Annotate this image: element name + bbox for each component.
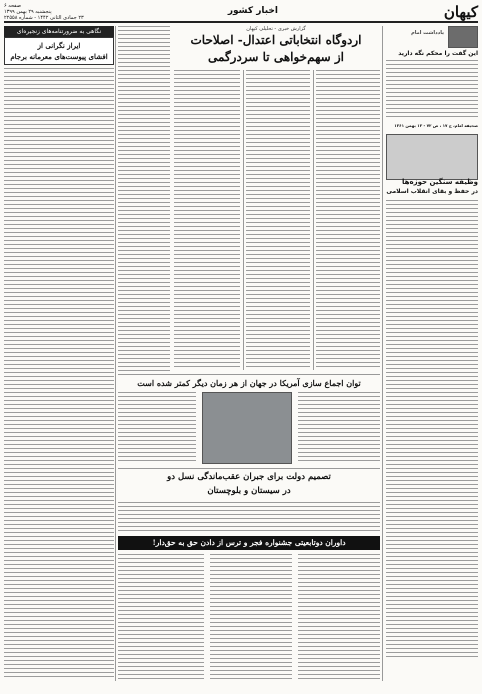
main-text-col2 — [246, 70, 310, 370]
left-column-text — [4, 68, 114, 678]
section-rule — [118, 468, 380, 469]
main-text-col1 — [316, 70, 380, 370]
bottom-text-col1 — [298, 554, 380, 680]
imam-note-source: صحیفه امام، ج ۱۷ ، ص ۷۲ - ۱۳ بهمن ۱۳۶۱ — [394, 123, 478, 128]
page-number: صفحه ۶ — [4, 3, 21, 9]
bottom-headline: داوران دوتابعیتی جشنواره فجر و ترس از دادن حق به حق‌دار! — [118, 536, 380, 550]
imam-note-label: یادداشت امام — [411, 30, 444, 36]
story2-title-2: در حفظ و بقای انقلاب اسلامی — [386, 188, 478, 195]
story2-title-1: وظیفه سنگین حوزه‌ها — [401, 178, 478, 186]
mid-text-col1 — [298, 392, 380, 464]
column-rule — [313, 70, 314, 370]
column-rule — [382, 26, 383, 681]
issue-date: پنجشنبه ۲۹ بهمن ۱۳۹۹ — [4, 9, 52, 15]
imam-note-text — [386, 60, 478, 120]
imam-note-column — [386, 26, 478, 176]
lower-headline-2: در سیستان و بلوچستان — [207, 486, 291, 496]
imam-photo — [448, 26, 478, 48]
lower-text — [118, 502, 380, 532]
left-title-box — [4, 37, 114, 65]
main-kicker: گزارش خبری - تحلیلی کیهان — [246, 26, 306, 32]
middle-column-text — [118, 26, 170, 376]
main-headline-1: اردوگاه انتخاباتی اعتدال- اصلاحات — [190, 33, 362, 47]
right-story-column — [386, 178, 478, 678]
left-title-1: ایراز نگرانی از — [37, 41, 81, 50]
left-box-head: نگاهی به ضرورتنامه‌های زنجیره‌ای — [4, 26, 114, 37]
main-headline-2: از سهم‌خواهی تا سردرگمی — [208, 50, 344, 64]
column-rule — [243, 70, 244, 370]
mid-headline: توان اجماع سازی آمریکا در جهان از هر زمان دیگر کمتر شده است — [137, 378, 361, 388]
main-text-col3 — [174, 70, 240, 370]
bottom-text-col2 — [210, 554, 292, 680]
masthead — [4, 3, 478, 23]
story2-body — [386, 200, 478, 660]
mid-text-col2 — [118, 392, 196, 464]
bottom-text-col3 — [118, 554, 204, 680]
newspaper-logo: کیهان — [443, 3, 478, 21]
issue-info — [4, 3, 84, 21]
calligraphy-photo — [386, 134, 478, 180]
lower-headline-1: تصمیم دولت برای جبران عقب‌ماندگی نسل دو — [167, 472, 331, 482]
issue-number: ۲۳ جمادی الثانی ۱۴۴۲ - شماره ۲۲۵۵۸ — [4, 15, 84, 21]
left-title-2: افشای پیوست‌های معرمانه برجام — [10, 52, 108, 61]
mid-story-photo — [202, 392, 292, 464]
column-rule — [115, 26, 116, 681]
section-name: اخبار کشور — [227, 6, 278, 16]
imam-note-title: این گفت را محکم نگه دارید — [398, 50, 478, 57]
section-rule — [118, 374, 380, 375]
